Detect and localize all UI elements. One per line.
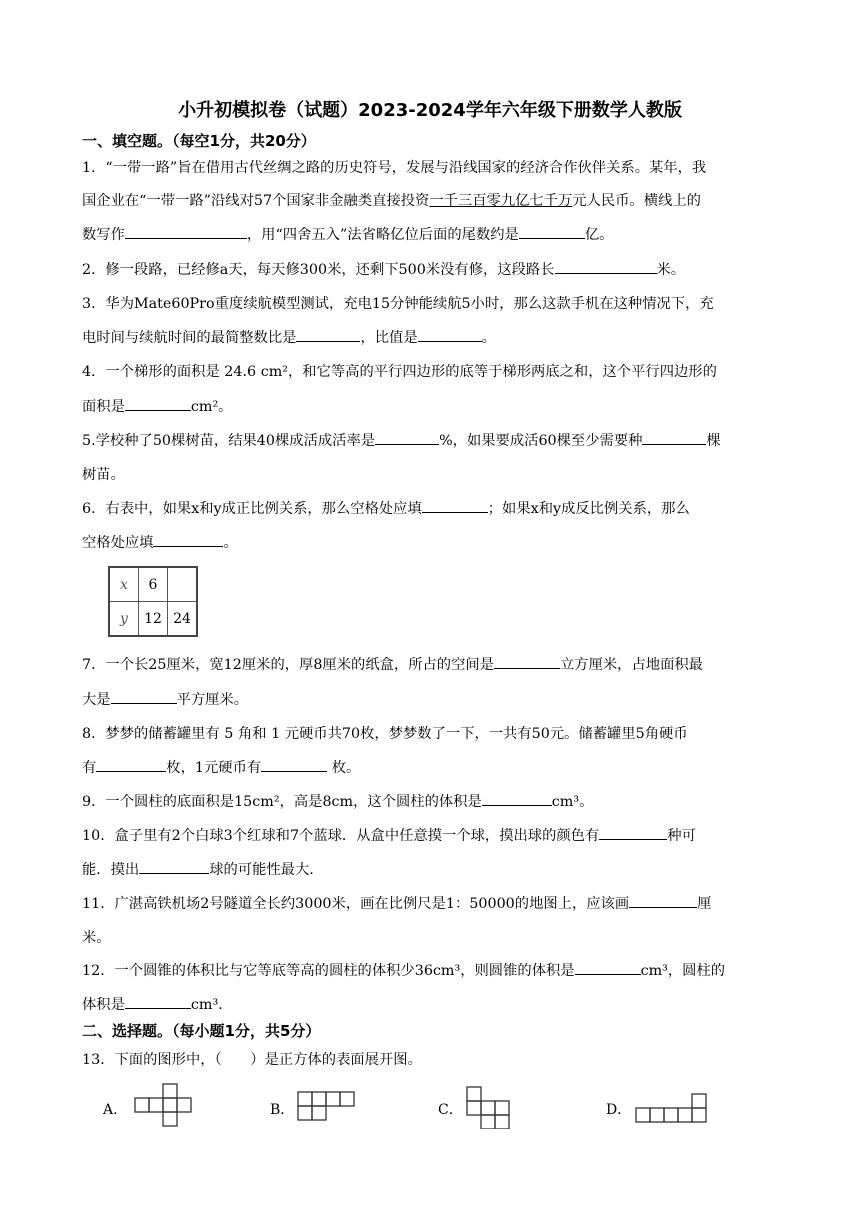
q1-blank-2[interactable] (519, 224, 585, 239)
q7-line2: 大是 平方厘米。 (82, 689, 248, 709)
x-value-cell: 6 (139, 567, 168, 602)
q5-line1: 5.学校种了50棵树苗，结果40棵成活成活率是 %，如果要成活60棵至少需要种 棵 (82, 430, 721, 450)
q6-blank-2[interactable] (153, 532, 223, 547)
xy-table (108, 566, 198, 637)
q5-blank-2[interactable] (642, 430, 706, 445)
y-value-cell-1: 12 (139, 602, 168, 637)
q8-blank-2[interactable] (261, 757, 327, 772)
q6-line1: 6．右表中，如果x和y成正比例关系，那么空格处应填 ；如果x和y成反比例关系，那么 (82, 498, 690, 518)
q10-blank-2[interactable] (139, 859, 209, 874)
option-d-cube-net (635, 1092, 711, 1124)
q4-blank[interactable] (125, 396, 191, 411)
q7-blank-2[interactable] (111, 689, 177, 704)
q3-blank-2[interactable] (418, 327, 482, 342)
q8-line1: 8．梦梦的储蓄罐里有 5 角和 1 元硬币共70枚，梦梦数了一下，一共有50元。储蓄罐里5角硬币 (82, 726, 688, 742)
q2-line: 2．修一段路，已经修a天，每天修300米，还剩下500米没有修，这段路长 米。 (82, 259, 685, 279)
x-empty-cell (168, 567, 198, 602)
q3-blank-1[interactable] (296, 327, 360, 342)
q12-line2: 体积是 cm³. (82, 994, 223, 1014)
q1-line1: 1．“一带一路”旨在借用古代丝绸之路的历史符号，发展与沿线国家的经济合作伙伴关系。某年，我 (82, 160, 707, 176)
q1-line2: 国企业在“一带一路”沿线对57个国家非金融类直接投资一千三百零九亿七千万元人民币。横线上的 (82, 193, 701, 209)
q11-line1: 11．广湛高铁机场2号隧道全长约3000米，画在比例尺是1：50000的地图上，应该画 厘 (82, 893, 711, 913)
q6-line2: 空格处应填 。 (82, 532, 238, 552)
option-b-cube-net (297, 1090, 357, 1124)
option-c-cube-net (466, 1085, 516, 1129)
q5-blank-1[interactable] (375, 430, 439, 445)
q12-line1: 12．一个圆锥的体积比与它等底等高的圆柱的体积少36cm³，则圆锥的体积是 cm³，圆柱的 (82, 960, 725, 980)
option-a-label[interactable]: A． (103, 1102, 128, 1118)
q10-line1: 10．盒子里有2个白球3个红球和7个蓝球．从盒中任意摸一个球，摸出球的颜色有 种可 (82, 825, 696, 845)
q12-blank-1[interactable] (575, 960, 641, 975)
option-a-cube-net (134, 1082, 192, 1128)
q7-blank-1[interactable] (494, 654, 560, 669)
y-value-cell-2: 24 (168, 602, 198, 637)
y-label-cell: y (109, 602, 139, 637)
q8-blank-1[interactable] (96, 757, 166, 772)
q9-line: 9．一个圆柱的底面积是15cm²，高是8cm，这个圆柱的体积是 cm³。 (82, 791, 593, 811)
q1-underlined-number: 一千三百零九亿七千万 (429, 193, 573, 209)
x-label-cell: x (109, 567, 139, 602)
section-choice-heading: 二、选择题。（每小题1分，共5分） (82, 1022, 321, 1040)
q10-line2: 能．摸出 球的可能性最大. (82, 859, 314, 879)
q2-blank[interactable] (555, 259, 657, 274)
q1-line3: 数写作 ，用“四舍五入”法省略亿位后面的尾数约是 亿。 (82, 224, 613, 244)
q3-line2: 电时间与续航时间的最简整数比是 ，比值是 。 (82, 327, 496, 347)
q7-line1: 7．一个长25厘米，宽12厘米的，厚8厘米的纸盒，所占的空间是 立方厘米，占地面积最 (82, 654, 703, 674)
q4-line2: 面积是 cm²。 (82, 396, 232, 416)
q4-line1: 4．一个梯形的面积是 24.6 cm²，和它等高的平行四边形的底等于梯形两底之和，这个平行四边形的 (82, 364, 717, 380)
q8-line2: 有 枚，1元硬币有 枚。 (82, 757, 360, 777)
option-b-label[interactable]: B． (270, 1102, 295, 1118)
q13-stem: 13．下面的图形中，（ ）是正方体的表面展开图。 (82, 1052, 422, 1068)
q9-blank[interactable] (482, 791, 552, 806)
q11-line2: 米。 (82, 930, 111, 946)
q3-line1: 3．华为Mate60Pro重度续航模型测试，充电15分钟能续航5小时，那么这款手机在这种情况下，充 (82, 296, 714, 312)
page-title: 小升初模拟卷（试题）2023-2024学年六年级下册数学人教版 (178, 100, 682, 121)
q12-blank-2[interactable] (125, 994, 191, 1009)
option-c-label[interactable]: C． (438, 1102, 463, 1118)
q10-blank-1[interactable] (599, 825, 667, 840)
q11-blank[interactable] (629, 893, 697, 908)
section-fill-blank-heading: 一、填空题。（每空1分，共20分） (82, 132, 316, 150)
option-d-label[interactable]: D． (606, 1102, 632, 1118)
q6-blank-1[interactable] (422, 498, 488, 513)
q1-blank-1[interactable] (125, 224, 247, 239)
q5-line2: 树苗。 (82, 467, 125, 483)
